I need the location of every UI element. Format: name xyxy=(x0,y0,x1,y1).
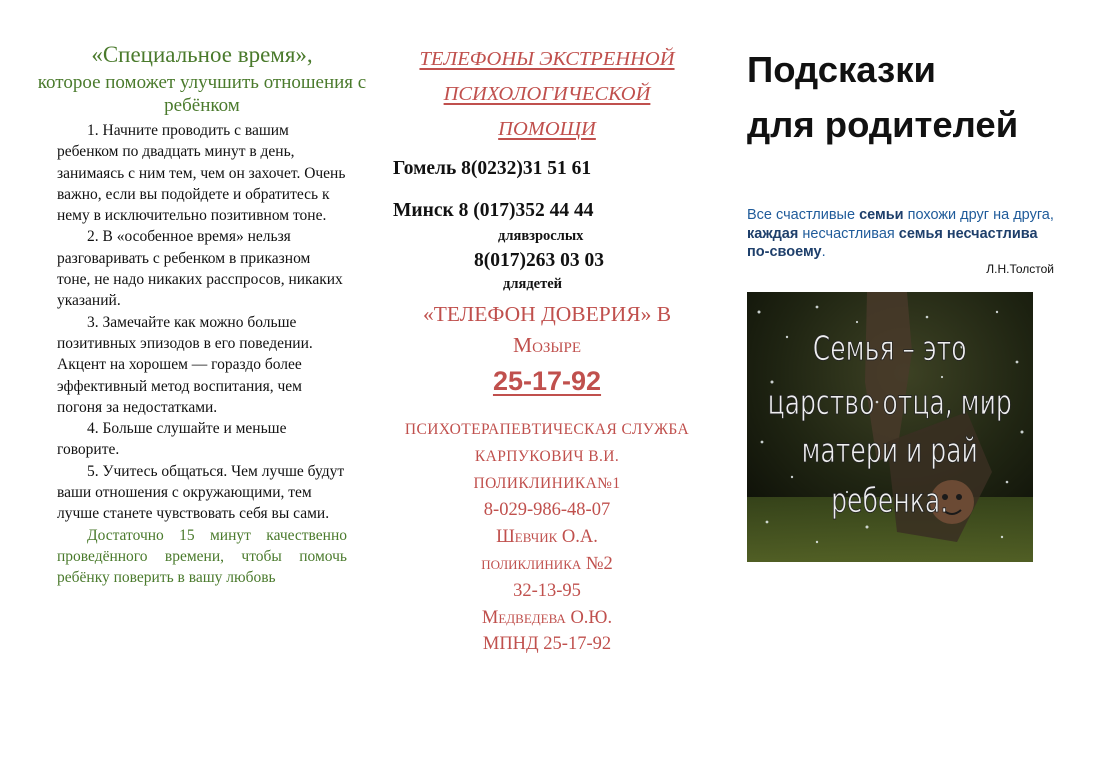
trust-phone-number: 25-17-92 xyxy=(492,366,602,396)
minsk-phone: Минск 8 (017)352 44 44 xyxy=(393,200,594,221)
quote-bold-2: каждая xyxy=(747,225,799,242)
emergency-hotlines-heading xyxy=(372,42,722,147)
family-photo xyxy=(747,292,1033,562)
service-line-2: КАРПУКОВИЧ В.И. xyxy=(474,447,620,465)
trust-line-1: «ТЕЛЕФОН ДОВЕРИЯ» В xyxy=(422,302,672,326)
quote-bold-3: семья несчастлива по-своему xyxy=(747,225,1038,260)
tolstoy-quote xyxy=(747,206,1062,262)
adults-label: длявзрослых xyxy=(498,228,584,244)
tip-5: 5. Учитесь общаться. Чем лучше будут ваши отношения с окружающими, тем лучше станете чувствовать себя вы сами. xyxy=(57,462,345,523)
service-line-8: Медведева О.Ю. xyxy=(481,607,613,628)
image-text-line-3: матери и рай xyxy=(801,431,978,471)
image-text-line-1: Семья – это xyxy=(812,329,967,369)
service-line-6: поликлиника №2 xyxy=(481,553,613,574)
service-line-1: ПСИХОТЕРАПЕВТИЧЕСКАЯ СЛУЖБА xyxy=(404,421,690,438)
service-line-7: 32-13-95 xyxy=(513,580,581,601)
hotline-line-3: ПОМОЩИ xyxy=(498,118,596,140)
special-time-title: «Специальное время», xyxy=(91,42,313,67)
closing-note: Достаточно 15 минут качественно проведённого времени, чтобы помочь ребёнку поверить в вашу любовь xyxy=(57,526,347,587)
psychotherapy-service xyxy=(372,417,722,658)
image-text-line-2: царство отца, мир xyxy=(767,383,1012,423)
service-line-3: ПОЛИКЛИНИКА№1 xyxy=(473,474,621,492)
children-label: длядетей xyxy=(503,276,562,292)
tips-list xyxy=(57,120,347,589)
hotline-line-2: ПСИХОЛОГИЧЕСКОЙ xyxy=(443,83,651,105)
brochure-title xyxy=(747,42,1018,152)
quote-bold-1: семьи xyxy=(859,207,904,223)
quote-part-2: похожи друг на друга, xyxy=(903,207,1054,223)
children-phone: 8(017)263 03 03 xyxy=(474,250,604,271)
service-line-9: МПНД 25-17-92 xyxy=(482,634,612,655)
quote-part-3: несчастливая xyxy=(798,225,899,242)
hotline-line-1: ТЕЛЕФОНЫ ЭКСТРЕННОЙ xyxy=(419,48,675,70)
tip-1: 1. Начните проводить с вашим ребенком по двадцать минут в день, занимаясь с ним тем, чем он захочет. Очень важно, если вы подойдете и обратитесь к нему в исключительно позитивном тоне. xyxy=(57,122,346,225)
tip-4: 4. Больше слушайте и меньше говорите. xyxy=(57,420,287,459)
title-line-2: для родителей xyxy=(747,104,1019,145)
tip-3: 3. Замечайте как можно больше позитивных эпизодов в его поведении. Акцент на хорошем — гораздо более эффективный метод воспитания, чем погоня за недостатками. xyxy=(57,313,313,416)
title-line-1: Подсказки xyxy=(747,49,936,90)
trust-phone-heading xyxy=(372,299,722,361)
quote-part-4: . xyxy=(821,244,826,260)
trust-line-2: Мозыре xyxy=(512,333,582,357)
tip-2: 2. В «особенное время» нельзя разговаривать с ребенком в приказном тоне, не надо никаких расспросов, никаких указаний. xyxy=(57,228,343,310)
image-text-line-4: ребенка. xyxy=(831,481,949,521)
gomel-phone: Гомель 8(0232)31 51 61 xyxy=(393,158,592,179)
service-line-5: Шевчик О.А. xyxy=(496,527,598,548)
quote-author: Л.Н.Толстой xyxy=(986,262,1054,276)
service-line-4: 8-029-986-48-07 xyxy=(483,500,611,521)
quote-part-1: Все счастливые xyxy=(747,207,860,223)
special-time-subtitle: которое поможет улучшить отношения с ребёнком xyxy=(37,72,367,116)
